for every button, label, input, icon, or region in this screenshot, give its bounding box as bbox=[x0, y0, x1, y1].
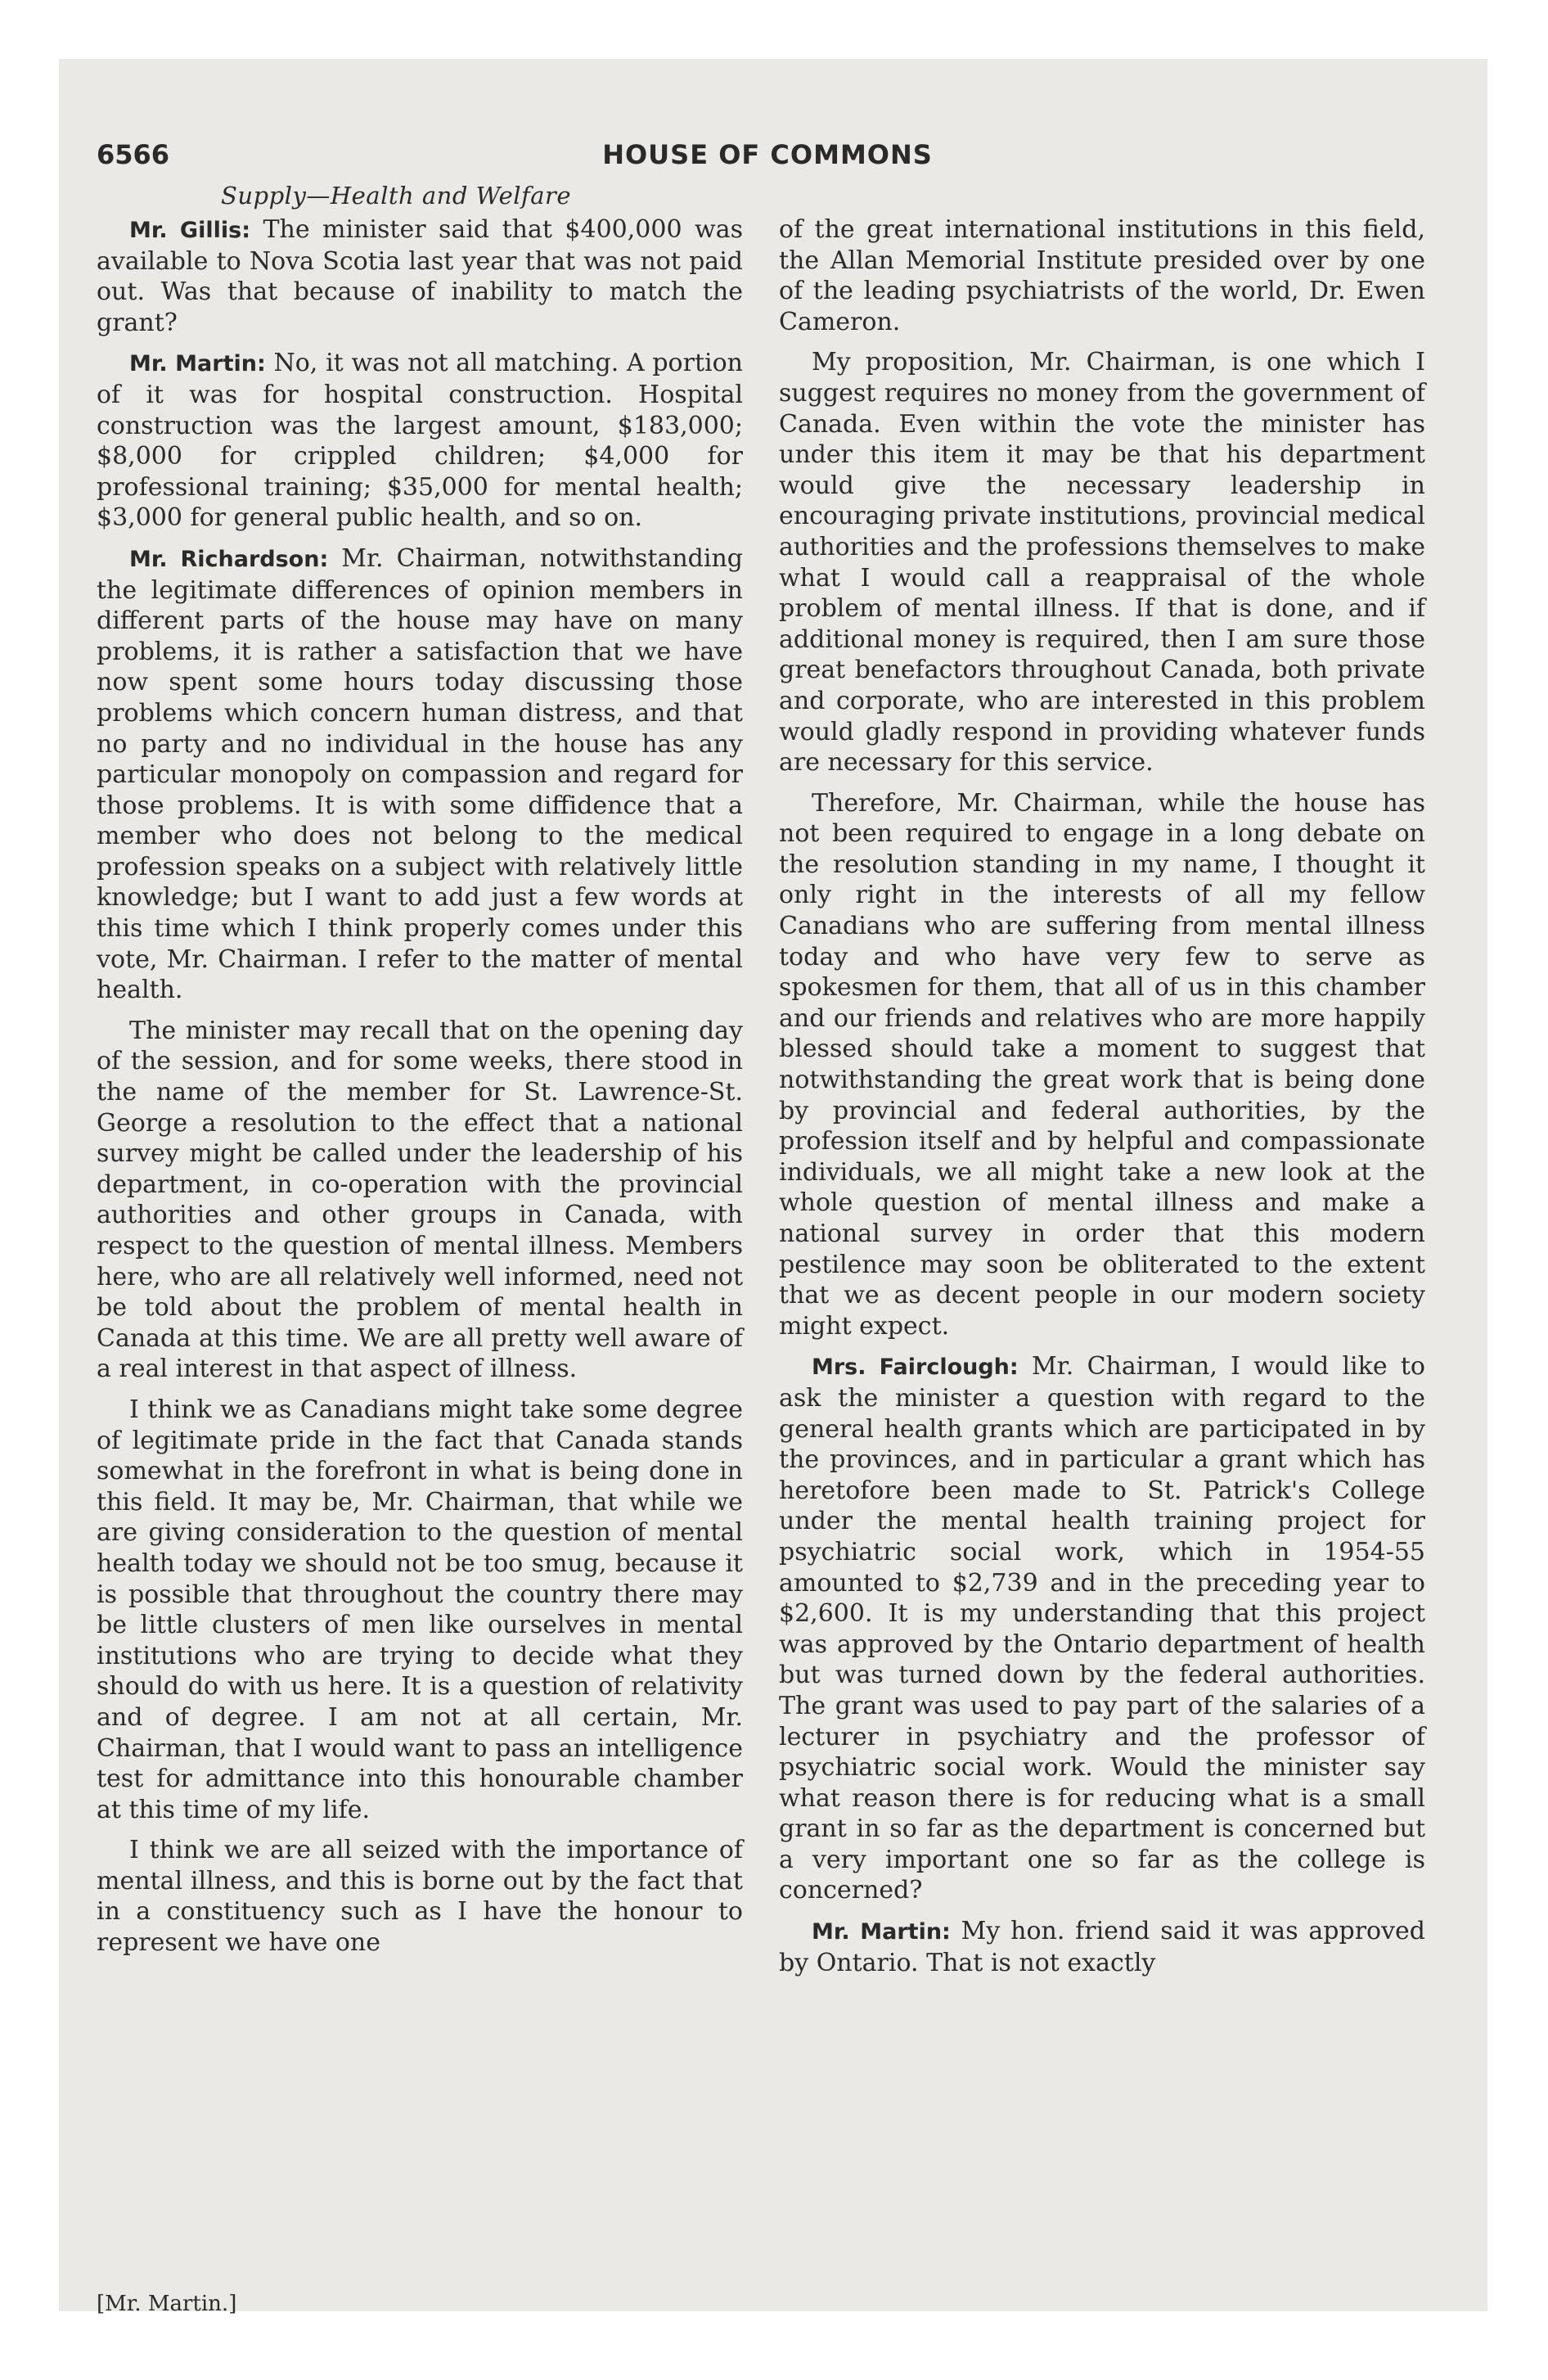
page-number: 6566 bbox=[97, 139, 170, 170]
speaker-name: Mr. Gillis: bbox=[129, 218, 250, 243]
paragraph bbox=[97, 1016, 743, 1385]
paragraph bbox=[779, 1916, 1425, 1978]
footer-attribution: [Mr. Martin.] bbox=[97, 2292, 237, 2316]
paragraph-text: My proposition, Mr. Chairman, is one which I suggest requires no money from the government of Canada. Even within the vote the minister has under this item it may be that his department would give the necessary leadership in encouraging private institutions, provincial medical authorities and the professions themselves to make what I would call a reappraisal of the whole problem of mental illness. If that is done, and if additional money is required, then I am sure those great benefactors throughout Canada, both private and corporate, who are interested in this problem would gladly respond in providing whatever funds are necessary for this service. bbox=[779, 348, 1425, 778]
paragraph-text: I think we as Canadians might take some degree of legitimate pride in the fact that Canada stands somewhat in the forefront in what is being done in this field. It may be, Mr. Chairman, that while we are giving consideration to the question of mental health today we should not be too smug, because it is possible that throughout the country there may be little clusters of men like ourselves in mental institutions who are trying to decide what they should do with us here. It is a question of relativity and of degree. I am not at all certain, Mr. Chairman, that I would want to pass an intelligence test for admittance into this honourable chamber at this time of my life. bbox=[97, 1395, 743, 1824]
paragraph bbox=[779, 214, 1425, 337]
speaker-name: Mr. Martin: bbox=[129, 351, 266, 377]
paragraph bbox=[97, 348, 743, 534]
paragraph bbox=[779, 788, 1425, 1342]
paragraph-text: of the great international institutions in this field, the Allan Memorial Institute presided over by one of the leading psychiatrists of the world, Dr. Ewen Cameron. bbox=[779, 215, 1425, 336]
paragraph-text: My hon. friend said it was approved by Ontario. That is not exactly bbox=[779, 1917, 1425, 1977]
speaker-name: Mrs. Fairclough: bbox=[812, 1355, 1019, 1381]
paragraph bbox=[97, 1395, 743, 1825]
speaker-name: Mr. Martin: bbox=[812, 1919, 951, 1945]
paragraph-text: The minister said that $400,000 was available to Nova Scotia last year that was not paid out. Was that because of inability to match the grant? bbox=[97, 215, 743, 337]
page-title: HOUSE OF COMMONS bbox=[602, 139, 933, 170]
paragraph-text: The minister may recall that on the opening day of the session, and for some weeks, there stood in the name of the member for St. Lawrence-St. George a resolution to the effect that a national survey might be called under the leadership of his department, in co-operation with the provincial authorities and other groups in Canada, with respect to the question of mental illness. Members here, who are all relatively well informed, need not be told about the problem of mental health in Canada at this time. We are all pretty well aware of a real interest in that aspect of illness. bbox=[97, 1016, 743, 1384]
paragraph bbox=[779, 347, 1425, 778]
paragraph-text: Mr. Chairman, I would like to ask the minister a question with regard to the general health grants which are participated in by the provinces, and in particular a grant which has heretofore been made to St. Patrick's College under the mental health training project for psychiatric social work, which in 1954-55 amounted to $2,739 and in the preceding year to $2,600. It is my understanding that this project was approved by the Ontario department of health but was turned down by the federal authorities. The grant was used to pay part of the salaries of a lecturer in psychiatry and the professor of psychiatric social work. Would the minister say what reason there is for reducing what is a small grant in so far as the department is concerned but a very important one so far as the college is concerned? bbox=[779, 1352, 1425, 1905]
page-header bbox=[97, 139, 1438, 172]
paragraph-text: I think we are all seized with the importance of mental illness, and this is borne out by the fact that in a constituency such as I have the honour to represent we have one bbox=[97, 1836, 743, 1958]
paragraph-text: No, it was not all matching. A portion of it was for hospital construction. Hospital construction was the largest amount, $183,000; $8,000 for crippled children; $4,000 for professional training; $35,000 for mental health; $3,000 for general public health, and so on. bbox=[97, 349, 743, 533]
right-column bbox=[779, 214, 1425, 1988]
paragraph-text: Therefore, Mr. Chairman, while the house has not been required to engage in a long debate on the resolution standing in my name, I thought it only right in the interests of all my fellow Canadians who are suffering from mental illness today and who have very few to serve as spokesmen for them, that all of us in this chamber and our friends and relatives who are more happily blessed should take a moment to suggest that notwithstanding the great work that is being done by provincial and federal authorities, by the profession itself and by helpful and compassionate individuals, we all might take a new look at the whole question of mental illness and make a national survey in order that this modern pestilence may soon be obliterated to the extent that we as decent people in our modern society might expect. bbox=[779, 788, 1425, 1341]
paragraph-text: Mr. Chairman, notwithstanding the legitimate differences of opinion members in different parts of the house may have on many problems, it is rather a satisfaction that we have now spent some hours today discussing those problems which concern human distress, and that no party and no individual in the house has any particular monopoly on compassion and regard for those problems. It is with some diffidence that a member who does not belong to the medical profession speaks on a subject with relatively little knowledge; but I want to add just a few words at this time which I think properly comes under this vote, Mr. Chairman. I refer to the matter of mental health. bbox=[97, 543, 744, 1005]
paragraph bbox=[97, 214, 743, 338]
speaker-name: Mr. Richardson: bbox=[129, 546, 329, 572]
paragraph bbox=[779, 1351, 1425, 1906]
paragraph bbox=[97, 543, 743, 1006]
section-subheading: Supply—Health and Welfare bbox=[221, 182, 572, 210]
paragraph bbox=[97, 1835, 743, 1958]
left-column bbox=[97, 214, 743, 1968]
